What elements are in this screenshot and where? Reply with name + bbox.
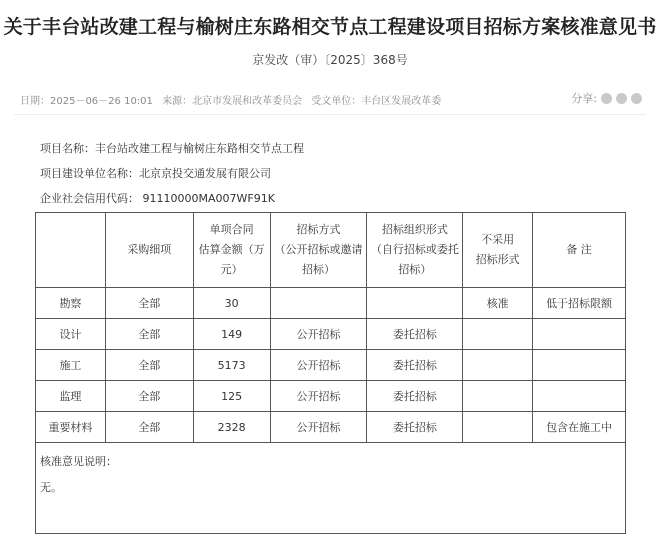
cell-remark bbox=[533, 319, 626, 350]
header-blank bbox=[36, 213, 106, 288]
project-name: 项目名称：丰台站改建工程与榆树庄东路相交节点工程 bbox=[40, 142, 304, 155]
cell-no-bid bbox=[463, 412, 533, 443]
page-title: 关于丰台站改建工程与榆树庄东路相交节点工程建设项目招标方案核准意见书 bbox=[3, 16, 657, 38]
credit-code: 企业社会信用代码： 91110000MA007WF91K bbox=[40, 192, 275, 205]
wechat-icon[interactable] bbox=[601, 93, 612, 104]
table-row bbox=[36, 319, 626, 350]
share-label: 分享: bbox=[571, 92, 597, 105]
cell-name: 监理 bbox=[36, 381, 106, 412]
header-no-bid: 不采用 招标形式 bbox=[463, 213, 533, 288]
header-remark: 备 注 bbox=[533, 213, 626, 288]
cell-remark bbox=[533, 350, 626, 381]
cell-item: 全部 bbox=[105, 288, 193, 319]
cell-method: 公开招标 bbox=[270, 350, 367, 381]
cell-amount: 149 bbox=[193, 319, 270, 350]
cell-org: 委托招标 bbox=[367, 319, 463, 350]
share-bar bbox=[571, 90, 642, 106]
cell-remark: 低于招标限额 bbox=[533, 288, 626, 319]
cell-no-bid: 核准 bbox=[463, 288, 533, 319]
cell-remark: 包含在施工中 bbox=[533, 412, 626, 443]
bidding-table bbox=[35, 212, 626, 534]
document-number: 京发改（审）〔2025〕368号 bbox=[252, 53, 408, 67]
cell-item: 全部 bbox=[105, 412, 193, 443]
header-method: 招标方式 （公开招标或邀请 招标） bbox=[270, 213, 367, 288]
qq-icon[interactable] bbox=[631, 93, 642, 104]
table-row bbox=[36, 412, 626, 443]
notes-cell bbox=[36, 443, 626, 534]
cell-no-bid bbox=[463, 350, 533, 381]
notes-value: 无。 bbox=[40, 481, 62, 494]
cell-name: 施工 bbox=[36, 350, 106, 381]
header-amount: 单项合同 估算金额（万 元） bbox=[193, 213, 270, 288]
recipient-label: 受文单位：丰台区发展改革委 bbox=[311, 96, 442, 107]
cell-amount: 125 bbox=[193, 381, 270, 412]
cell-name: 勘察 bbox=[36, 288, 106, 319]
cell-amount: 5173 bbox=[193, 350, 270, 381]
cell-item: 全部 bbox=[105, 381, 193, 412]
table-row bbox=[36, 350, 626, 381]
notes-row bbox=[36, 443, 626, 534]
table-header-row bbox=[36, 213, 626, 288]
cell-method: 公开招标 bbox=[270, 319, 367, 350]
publish-date: 日期：2025－06－26 10:01 bbox=[20, 96, 153, 107]
cell-method: 公开招标 bbox=[270, 412, 367, 443]
notes-label: 核准意见说明： bbox=[40, 455, 117, 468]
cell-amount: 30 bbox=[193, 288, 270, 319]
header-item: 采购细项 bbox=[105, 213, 193, 288]
cell-name: 设计 bbox=[36, 319, 106, 350]
table-row bbox=[36, 381, 626, 412]
cell-amount: 2328 bbox=[193, 412, 270, 443]
cell-method: 公开招标 bbox=[270, 381, 367, 412]
cell-org bbox=[367, 288, 463, 319]
cell-item: 全部 bbox=[105, 350, 193, 381]
cell-org: 委托招标 bbox=[367, 381, 463, 412]
cell-no-bid bbox=[463, 319, 533, 350]
builder-name: 项目建设单位名称：北京京投交通发展有限公司 bbox=[40, 167, 271, 180]
article-meta bbox=[20, 92, 447, 107]
cell-method bbox=[270, 288, 367, 319]
cell-name: 重要材料 bbox=[36, 412, 106, 443]
cell-remark bbox=[533, 381, 626, 412]
divider bbox=[14, 114, 646, 115]
header-org: 招标组织形式 （自行招标或委托 招标） bbox=[367, 213, 463, 288]
weibo-icon[interactable] bbox=[616, 93, 627, 104]
cell-item: 全部 bbox=[105, 319, 193, 350]
source-label: 来源：北京市发展和改革委员会 bbox=[162, 96, 303, 107]
table-row bbox=[36, 288, 626, 319]
cell-org: 委托招标 bbox=[367, 350, 463, 381]
cell-no-bid bbox=[463, 381, 533, 412]
cell-org: 委托招标 bbox=[367, 412, 463, 443]
